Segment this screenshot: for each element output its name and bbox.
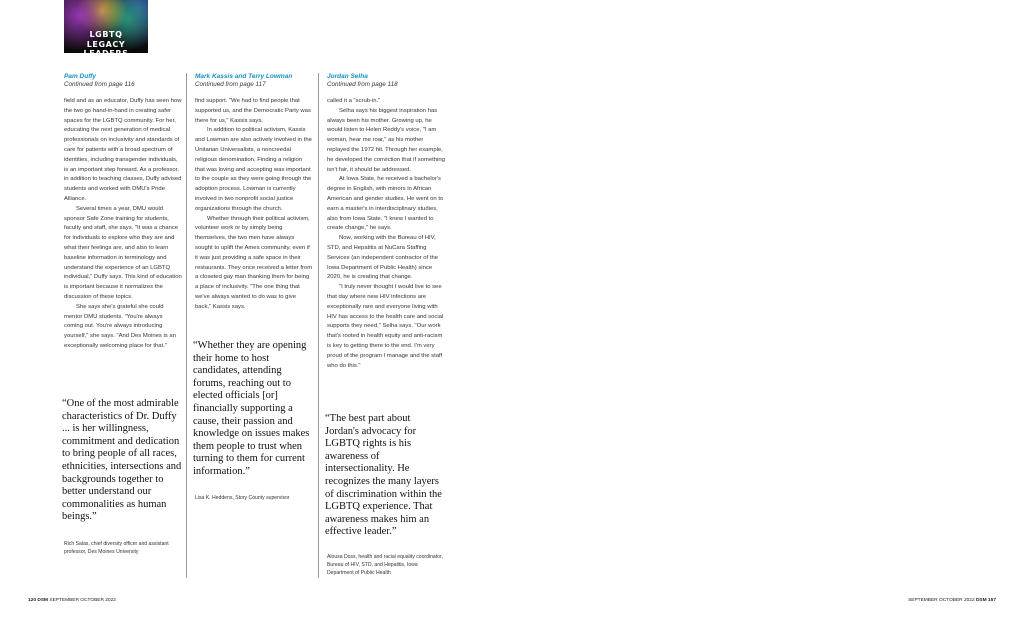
body-paragraph: "I truly never thought I would live to see that day where new HIV infections are exceptionally rare and everyone living with HIV has access to the health care and social supports they need," Selha says. "Our work that's rooted in health equity and anti-racism is key to getting there to the end. I'm very proud of the program I manage and the staff who do this." [327,284,444,369]
lgbtq-legacy-leaders-logo [64,0,148,58]
column-divider [186,73,187,578]
page-footer-right [908,598,996,603]
page-footer-left [28,598,116,603]
quote-attribution: Rich Salas, chief diversity officer and assistant professor, Des Moines University [64,541,169,555]
pull-quote: “Whether they are opening their home to host candidates, attending forums, reaching out to elected officials [or] financially supporting a cause, their passion and knowledge on issues makes them people to trust when turning to them for current information.” [193,340,310,477]
byline-name: Jordan Selha [327,73,368,80]
body-paragraph: Several times a year, DMU would sponsor Safe Zone training for students, faculty and staff, she says. "It was a chance for individuals to explore who they are and what their feelings are, and also to learn baseline information in terminology and understand the experience of an LGBTQ individual," Duffy says. This kind of education is important because it normalizes the discussion of these topics. [64,205,182,300]
article-body [64,97,182,352]
continued-from-link[interactable]: Continued from page 118 [327,81,398,88]
article-column-pam-duffy [64,73,182,352]
pull-quote: “The best part about Jordan's advocacy for LGBTQ rights is his awareness of intersectionality. He recognizes the many layers of discrimination within the LGBTQ experience. That awareness makes him an effective leader.” [325,413,442,538]
issue-date: SEPTEMBER OCTOBER 2022 [49,598,116,603]
quote-attribution: Lisa K. Heddens, Story County supervisor [195,495,290,501]
logo-title-line2: LEGACY LEADERS [83,40,129,58]
body-paragraph: Selha says his biggest inspiration has always been his mother. Growing up, he would listen to Helen Reddy's voice, "I am woman, hear me roar," as his mother replayed the 1972 hit. Through her example, he developed the conviction that if something isn't fair, it should be addressed. [327,107,445,173]
article-body [327,97,445,371]
logo-title-line1: LGBTQ [89,30,123,39]
pull-quote: “One of the most admirable characteristics of Dr. Duffy ... is her willingness, commitment and dedication to bring people of all races, ethnicities, intersections and backgrounds together to better understand our commonalities as human beings.” [62,398,182,523]
body-paragraph: She says she's grateful she could mentor DMU students. "You're always coming out. You're always introducing yourself," she says. "And Des Moines is an exceptionally welcoming place for that." [64,303,176,349]
byline-name: Mark Kassis and Terry Lowman [195,73,293,80]
body-paragraph: find support. "We had to find people that supported us, and the Democratic Party was there for us," Kassis says. [195,98,311,124]
magazine-brand: DSM [37,598,49,603]
continued-from-link[interactable]: Continued from page 116 [64,81,135,88]
body-paragraph: Now, working with the Bureau of HIV, STD, and Hepatitis at NuCara Staffing Services (an independent contractor of the Iowa Department of Public Health) since 2020, he is creating that change. [327,235,439,281]
continued-from-link[interactable]: Continued from page 117 [195,81,266,88]
magazine-brand: DSM [975,598,987,603]
body-paragraph: called it a "scrub-in." [327,98,381,104]
page-number: 120 [28,598,37,603]
body-paragraph: field and as an educator, Duffy has seen how the two go hand-in-hand in creating safer spaces for the LGBTQ community. For her, educating the next generation of medical professionals on inclusivity and standards of care for patients with a broad spectrum of identities, including transgender individuals, is an important step forward. As a professor, in addition to teaching classes, Duffy advised students and worked with DMU's Pride Alliance. [64,98,182,202]
article-column-jordan-selha [327,73,445,371]
issue-date: SEPTEMBER OCTOBER 2022 [908,598,975,603]
body-paragraph: Whether through their political activism, volunteer work or by simply being themselves, the two men have always sought to uplift the Ames community, even if it was just providing a safe space in their restaurants. They once received a letter from a closeted gay man thanking them for being a place of inclusivity. "The one thing that we've always wanted to do was to give back," Kassis says. [195,215,313,310]
column-divider [318,73,319,578]
byline-name: Pam Duffy [64,73,97,80]
quote-attribution: Alousa Doss, health and racial equality coordinator, Bureau of HIV, STD, and Hepatitis, Iowa Department of Public Health [327,554,443,576]
body-paragraph: In addition to political activism, Kassis and Lowman are also actively involved in the Unitarian Universalists, a noncreedal religious denomination. Finding a religion that was loving and accepting was important to the couple as they were going through the adoption process. Lowman is currently involved in two nonprofit social justice organizations through the church. [195,127,312,212]
body-paragraph: At Iowa State, he received a bachelor's degree in English, with minors in African American and gender studies. He went on to earn a master's in interdisciplinary studies, also from Iowa State. "I knew I wanted to create change," he says. [327,176,444,232]
article-column-kassis-lowman [195,73,313,313]
page-number: 157 [987,598,996,603]
article-body [195,97,313,313]
